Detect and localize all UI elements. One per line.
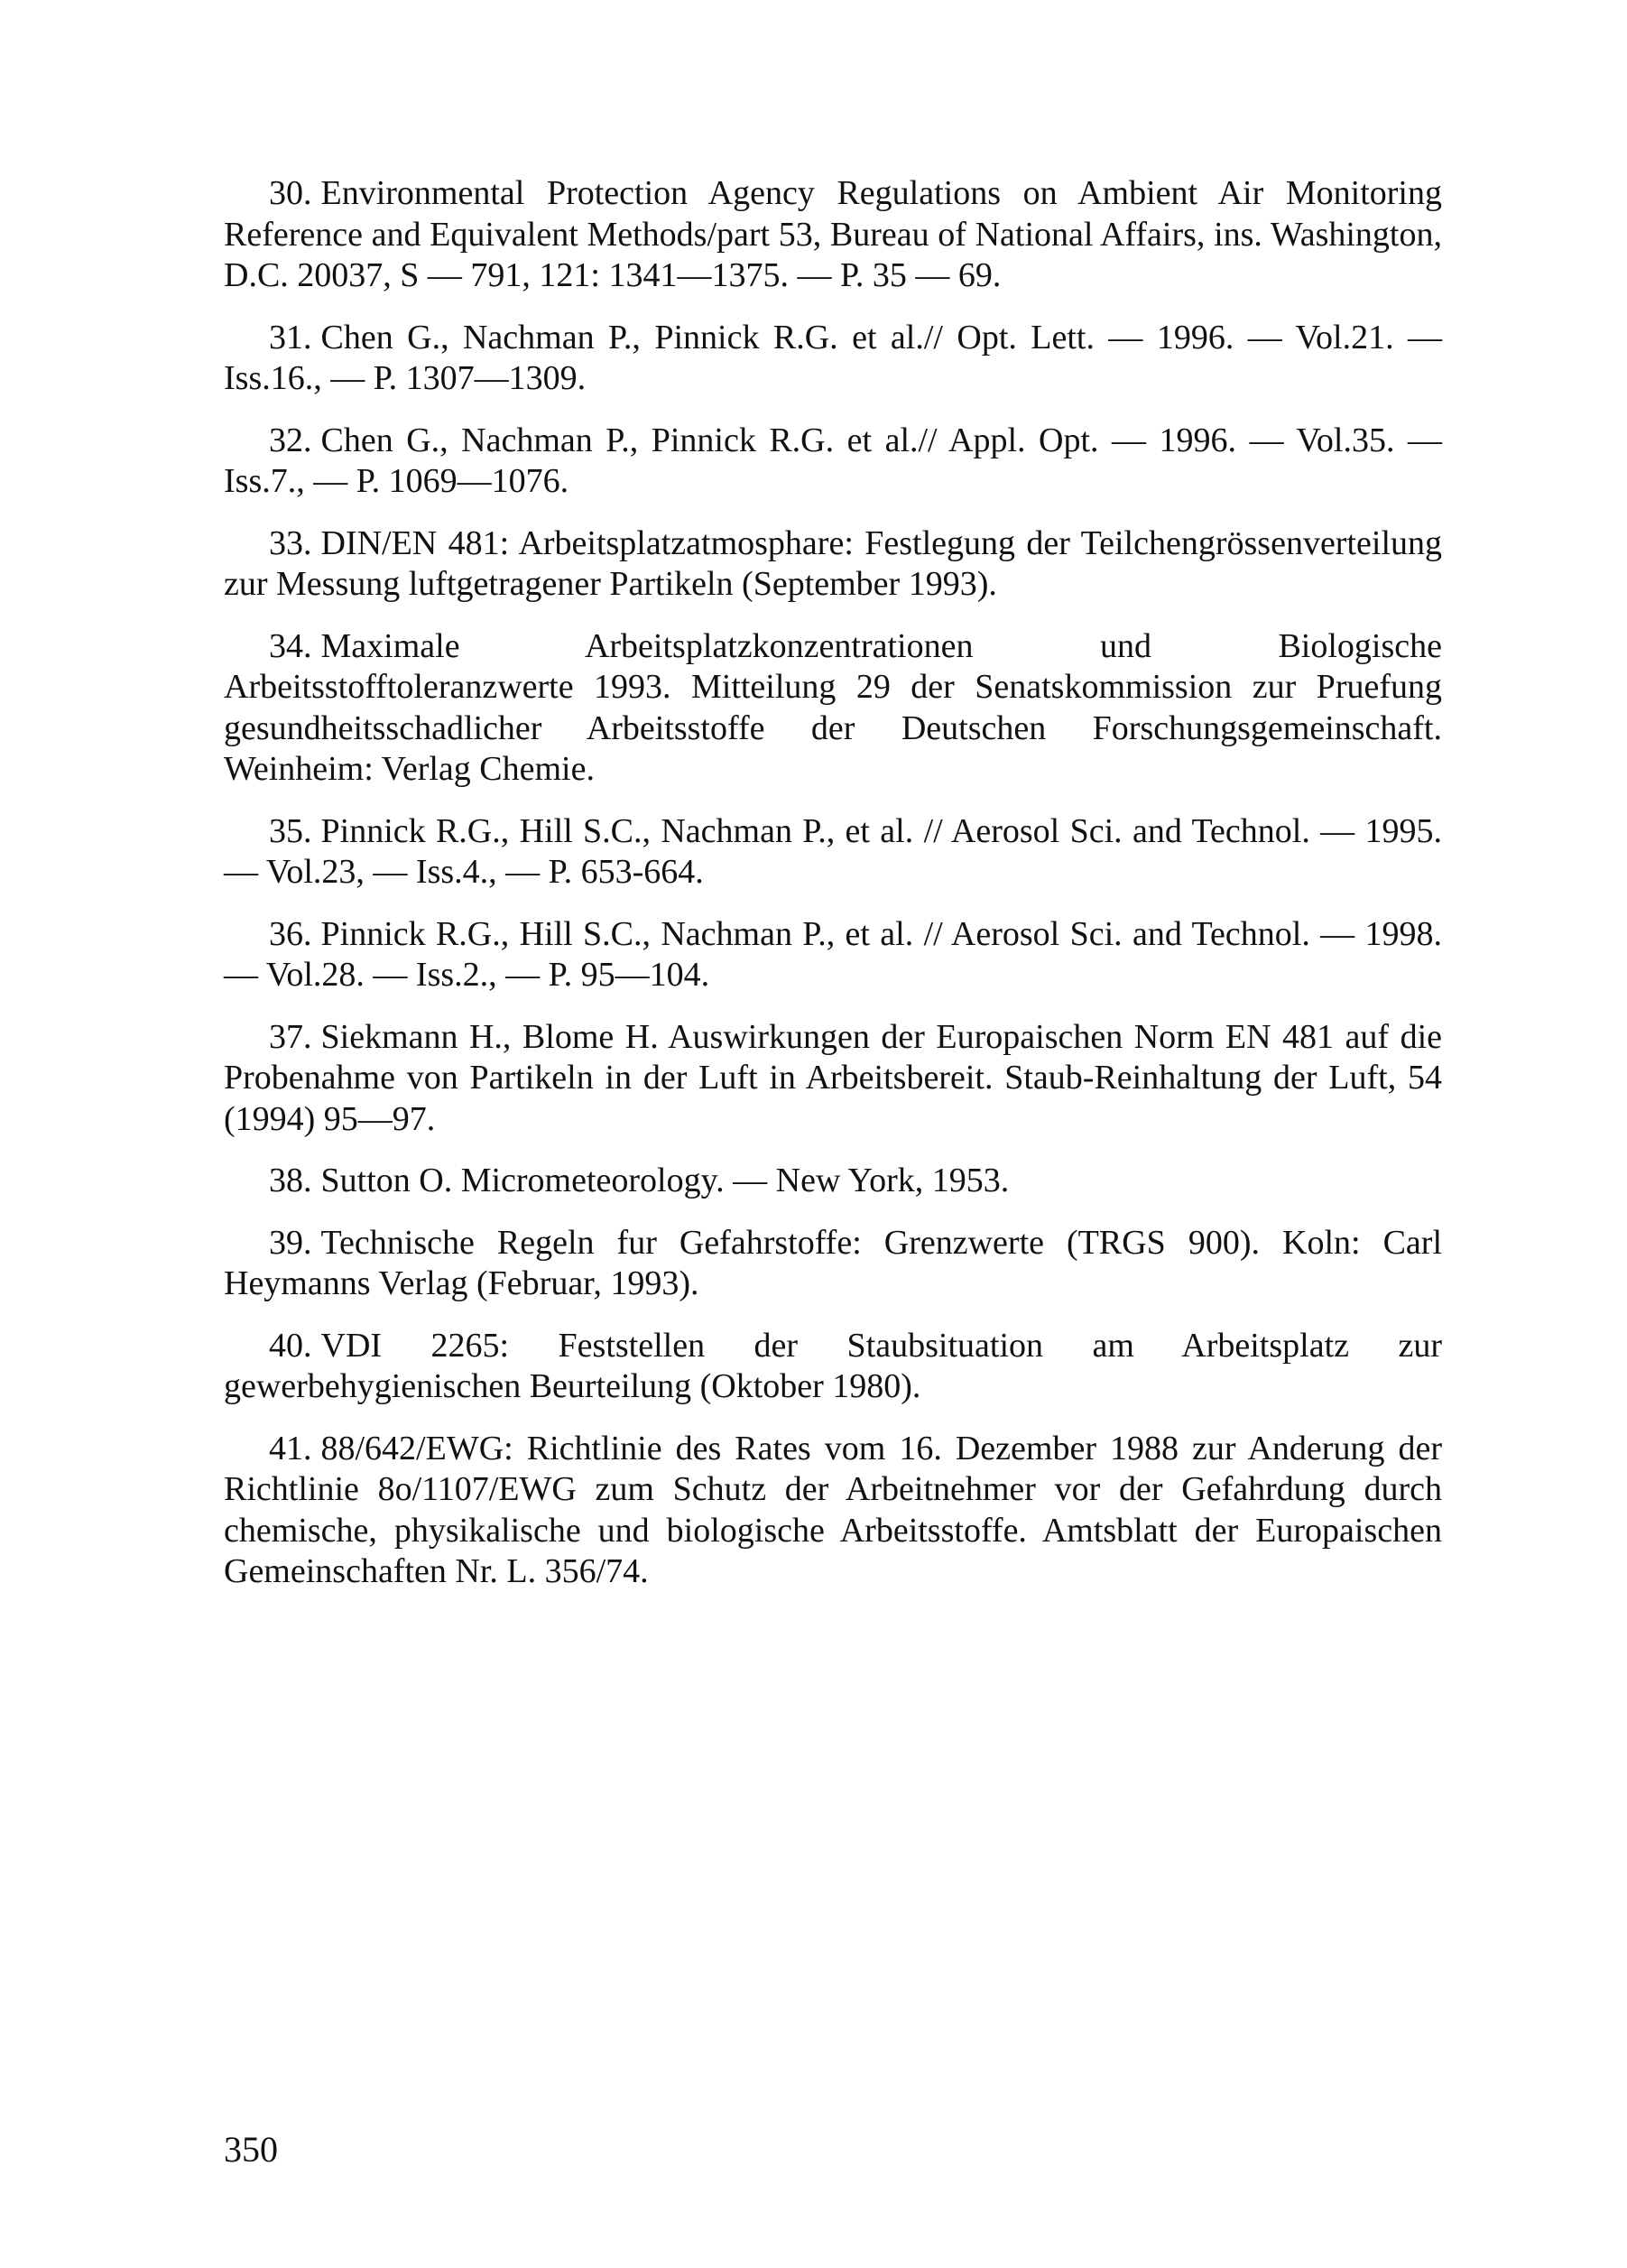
reference-text: Environmental Protection Agency Regulations on Ambient Air Monitoring Reference and Equivalent Methods/part 53, Bureau of National Affairs, ins. Washington, D.C. 20037, S — 791, 121: 1341—1375. — P. 35 — 69. — [224, 174, 1442, 294]
reference-item — [224, 1161, 1442, 1202]
reference-text: Pinnick R.G., Hill S.C., Nachman P., et al. // Aerosol Sci. and Technol. — 1995. — Vol.23, — Iss.4., — P. 653-664. — [224, 811, 1442, 891]
reference-number: 37. — [269, 1017, 312, 1056]
reference-text: Technische Regeln fur Gefahrstoffe: Grenzwerte (TRGS 900). Koln: Carl Heymanns Verlag (Februar, 1993). — [224, 1223, 1442, 1302]
page-number: 350 — [224, 2129, 278, 2170]
reference-number: 36. — [269, 914, 312, 953]
reference-number: 33. — [269, 523, 312, 562]
reference-text: Siekmann H., Blome H. Auswirkungen der Europaischen Norm EN 481 auf die Probenahme von Partikeln in der Luft in Arbeitsbereit. Staub-Reinhaltung der Luft, 54 (1994) 95—97. — [224, 1017, 1442, 1138]
reference-number: 31. — [269, 318, 312, 356]
reference-list — [224, 173, 1442, 1614]
reference-item — [224, 811, 1442, 893]
reference-text: 88/642/EWG: Richtlinie des Rates vom 16. Dezember 1988 zur Anderung der Richtlinie 8o/1107/EWG zum Schutz der Arbeitnehmer vor der Gefahrdung durch chemische, physikalische und biologische Arbeitsstoffe. Amtsblatt der Europaischen Gemeinschaften Nr. L. 356/74. — [224, 1429, 1442, 1590]
reference-item — [224, 1326, 1442, 1408]
reference-item — [224, 523, 1442, 606]
reference-item — [224, 626, 1442, 791]
reference-number: 32. — [269, 421, 312, 459]
reference-item — [224, 173, 1442, 297]
reference-item — [224, 914, 1442, 996]
reference-text: Sutton O. Micrometeorology. — New York, 1953. — [320, 1162, 1010, 1199]
reference-number: 38. — [269, 1162, 312, 1199]
reference-item — [224, 421, 1442, 503]
reference-number: 41. — [269, 1429, 312, 1467]
reference-number: 30. — [269, 174, 312, 212]
reference-item — [224, 1223, 1442, 1305]
reference-text: Pinnick R.G., Hill S.C., Nachman P., et al. // Aerosol Sci. and Technol. — 1998. — Vol.28. — Iss.2., — P. 95—104. — [224, 914, 1442, 994]
reference-text: Chen G., Nachman P., Pinnick R.G. et al.// Appl. Opt. — 1996. — Vol.35. — Iss.7., — P. 1069—1076. — [224, 421, 1442, 500]
reference-number: 34. — [269, 626, 312, 665]
reference-text: DIN/EN 481: Arbeitsplatzatmosphare: Festlegung der Teilchengrössenverteilung zur Messung luftgetragener Partikeln (September 1993). — [224, 523, 1442, 603]
reference-item — [224, 318, 1442, 400]
reference-item — [224, 1017, 1442, 1141]
reference-number: 39. — [269, 1223, 312, 1262]
reference-text: VDI 2265: Feststellen der Staubsituation am Arbeitsplatz zur gewerbehygienischen Beurteilung (Oktober 1980). — [224, 1326, 1442, 1405]
reference-text: Chen G., Nachman P., Pinnick R.G. et al.// Opt. Lett. — 1996. — Vol.21. — Iss.16., — P. 1307—1309. — [224, 318, 1442, 397]
reference-text: Maximale Arbeitsplatzkonzentrationen und Biologische Arbeitsstofftoleranzwerte 1993. Mitteilung 29 der Senatskommission zur Pruefung gesundheitsschadlicher Arbeitsstoffe der Deutschen Forschungsgemeinschaft. Weinheim: Verlag Chemie. — [224, 626, 1442, 788]
reference-number: 35. — [269, 811, 312, 850]
reference-number: 40. — [269, 1326, 312, 1365]
reference-item — [224, 1429, 1442, 1593]
